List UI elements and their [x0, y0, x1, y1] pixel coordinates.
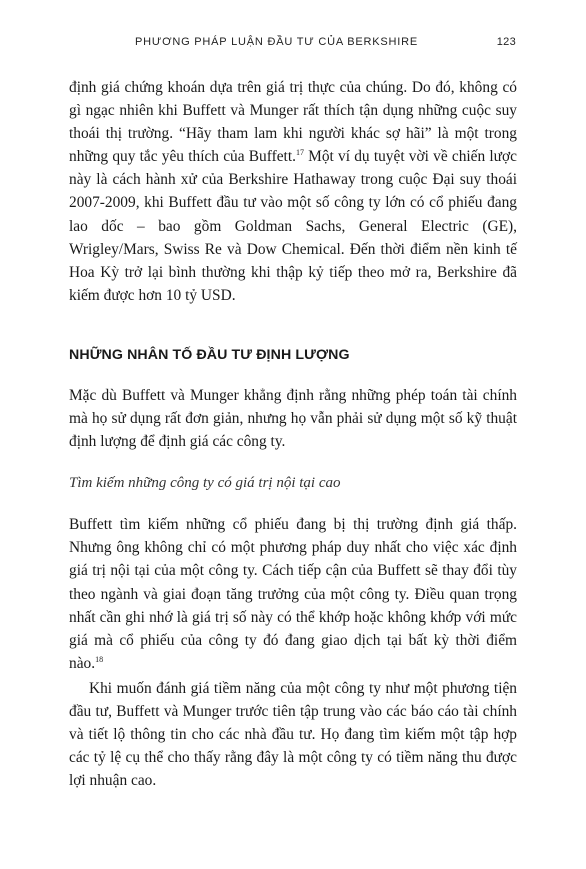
page-header: [0, 36, 586, 54]
paragraph-text: Một ví dụ tuyệt vời về chiến lược này là cách hành xử của Berkshire Hathaway trong cuộc Đại suy thoái 2007-2009, khi Buffett đầu tư vào một số công ty lớn có cổ phiếu đang lao dốc – bao gồm Goldman Sachs, General Electric (GE), Wrigley/Mars, Swiss Re và Dow Chemical. Đến thời điểm nền kinh tế Hoa Kỳ trở lại bình thường khi thập kỷ tiếp theo mở ra, Berkshire đã kiếm được hơn 10 tỷ USD.: [69, 148, 517, 304]
paragraph-text: định giá chứng khoán dựa trên giá trị thực của chúng. Do đó, không có gì ngạc nhiên khi Buffett và Munger rất thích tận dụng những cuộc suy thoái thị trường. “Hãy tham lam khi người khác sợ hãi” là một trong những quy tắc yêu thích của Buffett.: [69, 79, 517, 166]
body-paragraph: [69, 513, 517, 675]
body-paragraph: Mặc dù Buffett và Munger khẳng định rằng những phép toán tài chính mà họ sử dụng rất đơn giản, nhưng họ vẫn phải sử dụng một số kỹ thuật định lượng để định giá các công ty.: [69, 386, 517, 451]
page-body: [69, 76, 517, 792]
page-number: 123: [496, 36, 516, 48]
section-heading: NHỮNG NHÂN TỐ ĐẦU TƯ ĐỊNH LƯỢNG: [69, 346, 350, 363]
subsection-heading: Tìm kiếm những công ty có giá trị nội tại cao: [69, 475, 341, 492]
paragraph-text: Buffett tìm kiếm những cổ phiếu đang bị thị trường định giá thấp. Nhưng ông không chỉ có một phương pháp duy nhất cho việc xác định giá trị nội tại của một công ty. Cách tiếp cận của Buffett sẽ thay đổi tùy theo ngành và giai đoạn tăng trưởng của một công ty. Điều quan trọng nhất cần ghi nhớ là giá trị số này có thể khớp hoặc không khớp với mức giá mà cổ phiếu của công ty đó đang giao dịch tại bất kỳ thời điểm nào.: [69, 516, 517, 672]
footnote-reference: 17: [295, 148, 304, 158]
body-paragraph: [69, 76, 517, 307]
running-title: PHƯƠNG PHÁP LUẬN ĐẦU TƯ CỦA BERKSHIRE: [135, 36, 418, 48]
footnote-reference: 18: [95, 654, 104, 664]
body-paragraph: Khi muốn đánh giá tiềm năng của một công ty như một phương tiện đầu tư, Buffett và Munger trước tiên tập trung vào các báo cáo tài chính và tiết lộ thông tin cho các nhà đầu tư. Họ đang tìm kiếm một tập hợp các tỷ lệ cụ thể cho thấy rằng đây là một công ty có tiềm năng thu được lợi nhuận cao.: [69, 679, 517, 790]
